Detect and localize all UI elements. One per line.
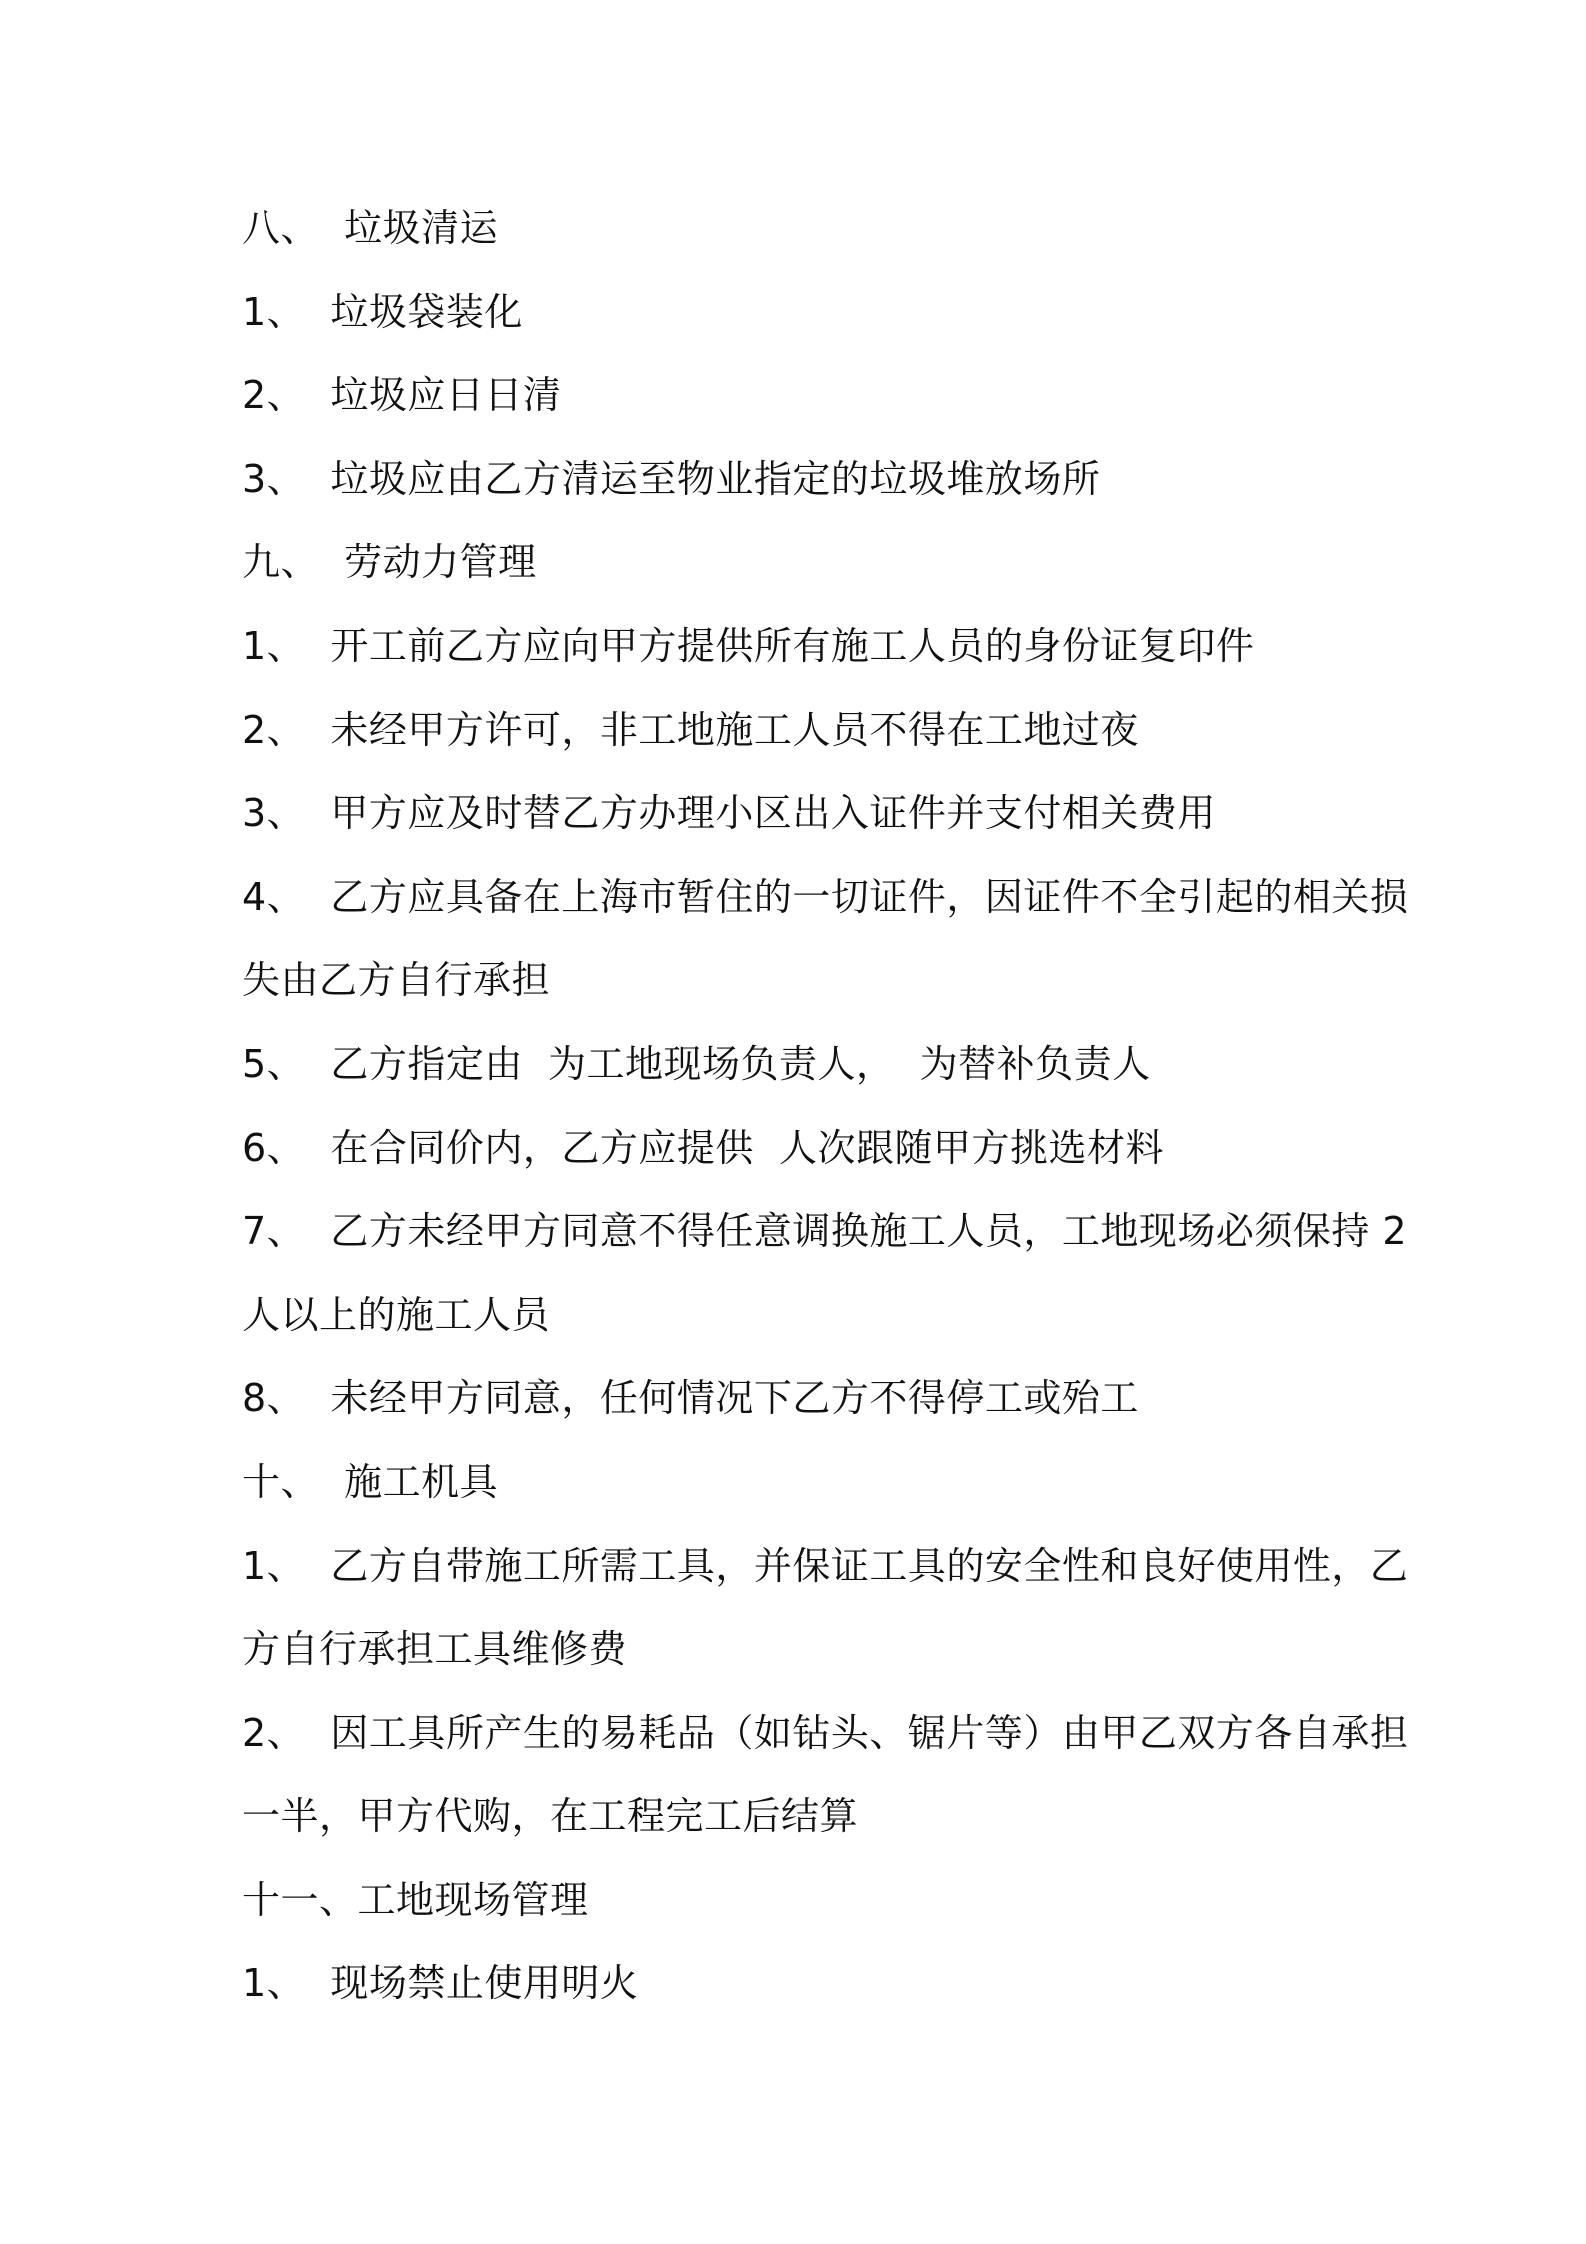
list-item: 2、 垃圾应日日清	[242, 373, 562, 418]
list-item: 1、 开工前乙方应向甲方提供所有施工人员的身份证复印件	[242, 623, 1255, 668]
list-item: 3、 甲方应及时替乙方办理小区出入证件并支付相关费用	[242, 791, 1216, 836]
list-item-continuation: 一半，甲方代购，在工程完工后结算	[242, 1794, 859, 1839]
list-item: 1、 现场禁止使用明火	[242, 1961, 639, 2006]
list-item: 6、 在合同价内，乙方应提供 人次跟随甲方挑选材料	[242, 1125, 1164, 1170]
list-item-continuation: 方自行承担工具维修费	[242, 1627, 628, 1672]
list-item: 4、 乙方应具备在上海市暂住的一切证件，因证件不全引起的相关损	[242, 874, 1409, 919]
list-item-continuation: 失由乙方自行承担	[242, 958, 551, 1003]
section-heading-construction-tools: 十、 施工机具	[242, 1459, 499, 1504]
list-item: 2、 因工具所产生的易耗品（如钻头、锯片等）由甲乙双方各自承担	[242, 1710, 1409, 1755]
section-heading-site-management: 十一、工地现场管理	[242, 1877, 589, 1922]
list-item: 1、 乙方自带施工所需工具，并保证工具的安全性和良好使用性，乙	[242, 1543, 1409, 1588]
section-heading-labor-management: 九、 劳动力管理	[242, 540, 537, 585]
list-item: 8、 未经甲方同意，任何情况下乙方不得停工或殆工	[242, 1376, 1139, 1421]
section-heading-garbage-removal: 八、 垃圾清运	[242, 206, 499, 250]
list-item: 5、 乙方指定由 为工地现场负责人， 为替补负责人	[242, 1041, 1151, 1086]
list-item: 2、 未经甲方许可，非工地施工人员不得在工地过夜	[242, 707, 1139, 752]
list-item-continuation: 人以上的施工人员	[242, 1292, 551, 1337]
list-item: 1、 垃圾袋装化	[242, 289, 523, 334]
list-item: 7、 乙方未经甲方同意不得任意调换施工人员，工地现场必须保持 2	[242, 1209, 1408, 1254]
document-body	[242, 198, 1409, 2037]
list-item: 3、 垃圾应由乙方清运至物业指定的垃圾堆放场所	[242, 456, 1101, 501]
